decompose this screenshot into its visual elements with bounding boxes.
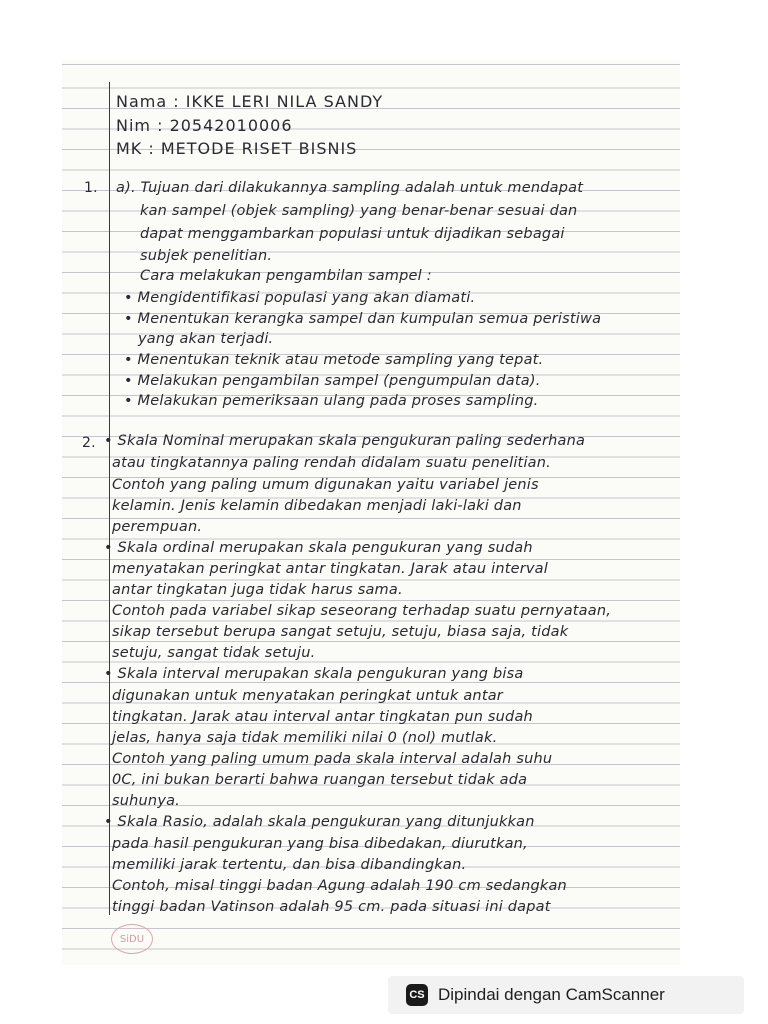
- question-1-number: 1.: [84, 180, 98, 196]
- camscanner-watermark: [388, 976, 744, 1014]
- q2-bullet: • Skala Nominal merupakan skala pengukuran paling sederhana: [104, 433, 586, 449]
- q1-line: yang akan terjadi.: [138, 331, 274, 347]
- q2-line: kelamin. Jenis kelamin dibedakan menjadi laki-laki dan: [112, 498, 522, 514]
- q1-bullet: • Mengidentifikasi populasi yang akan diamati.: [124, 290, 476, 306]
- q2-line: jelas, hanya saja tidak memiliki nilai 0 (nol) mutlak.: [112, 730, 498, 746]
- q1-line: a). Tujuan dari dilakukannya sampling adalah untuk mendapat: [116, 180, 584, 196]
- header-nama: Nama : IKKE LERI NILA SANDY: [116, 92, 384, 111]
- q2-line: 0C, ini bukan berarti bahwa ruangan tersebut tidak ada: [112, 772, 528, 788]
- q2-line: Contoh pada variabel sikap seseorang terhadap suatu pernyataan,: [112, 603, 612, 619]
- q2-bullet: • Skala ordinal merupakan skala pengukuran yang sudah: [104, 540, 533, 556]
- q2-line: tingkatan. Jarak atau interval antar tingkatan pun sudah: [112, 709, 533, 725]
- stamp-logo: SiDU: [111, 924, 153, 954]
- q1-bullet: • Menentukan kerangka sampel dan kumpulan semua peristiwa: [124, 311, 602, 327]
- q1-line: Cara melakukan pengambilan sampel :: [140, 268, 432, 284]
- q1-line: subjek penelitian.: [140, 248, 273, 264]
- q2-line: Contoh yang paling umum pada skala interval adalah suhu: [112, 751, 553, 767]
- camscanner-logo-icon: CS: [406, 984, 428, 1006]
- header-mk: MK : METODE RISET BISNIS: [116, 139, 358, 158]
- watermark-text: Dipindai dengan CamScanner: [438, 985, 665, 1004]
- q2-line: perempuan.: [112, 519, 203, 535]
- q2-line: atau tingkatannya paling rendah didalam suatu penelitian.: [112, 455, 551, 471]
- q2-line: digunakan untuk menyatakan peringkat untuk antar: [112, 688, 503, 704]
- q1-bullet: • Melakukan pengambilan sampel (pengumpulan data).: [124, 373, 541, 389]
- q1-bullet: • Menentukan teknik atau metode sampling yang tepat.: [124, 352, 544, 368]
- q2-bullet: • Skala interval merupakan skala pengukuran yang bisa: [104, 666, 524, 682]
- q2-line: Contoh, misal tinggi badan Agung adalah 190 cm sedangkan: [112, 878, 567, 894]
- q2-line: setuju, sangat tidak setuju.: [112, 645, 316, 661]
- q2-line: sikap tersebut berupa sangat setuju, setuju, biasa saja, tidak: [112, 624, 569, 640]
- q1-bullet: • Melakukan pemeriksaan ulang pada proses sampling.: [124, 393, 539, 409]
- q2-line: menyatakan peringkat antar tingkatan. Jarak atau interval: [112, 561, 548, 577]
- q1-line: kan sampel (objek sampling) yang benar-benar sesuai dan: [140, 203, 578, 219]
- q2-line: antar tingkatan juga tidak harus sama.: [112, 582, 403, 598]
- q2-bullet: • Skala Rasio, adalah skala pengukuran yang ditunjukkan: [104, 814, 535, 830]
- q2-line: pada hasil pengukuran yang bisa dibedakan, diurutkan,: [112, 836, 528, 852]
- q2-line: memiliki jarak tertentu, dan bisa dibandingkan.: [112, 857, 467, 873]
- header-nim: Nim : 20542010006: [116, 116, 293, 135]
- q2-line: tinggi badan Vatinson adalah 95 cm. pada situasi ini dapat: [112, 899, 551, 915]
- q2-line: suhunya.: [112, 793, 180, 809]
- q1-line: dapat menggambarkan populasi untuk dijadikan sebagai: [140, 226, 565, 242]
- q2-line: Contoh yang paling umum digunakan yaitu variabel jenis: [112, 477, 539, 493]
- question-2-number: 2.: [82, 435, 96, 451]
- margin-line: [109, 82, 110, 915]
